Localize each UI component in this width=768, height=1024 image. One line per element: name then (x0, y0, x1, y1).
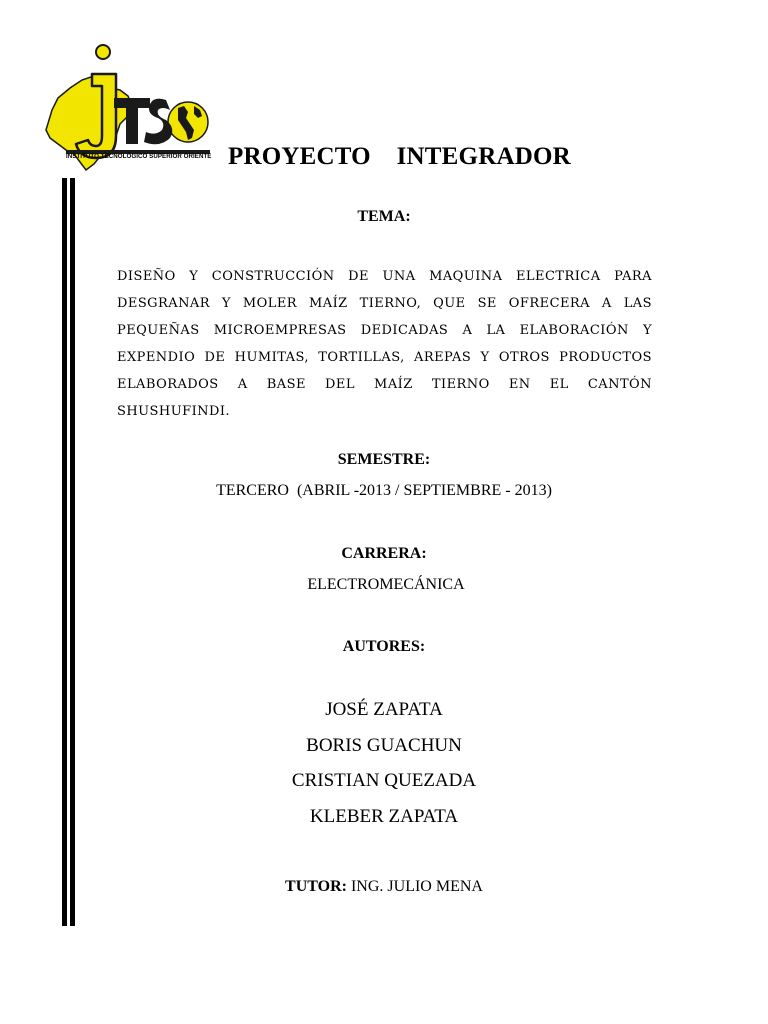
institute-logo (36, 40, 212, 190)
logo-graphic (36, 40, 212, 190)
document-title: PROYECTO INTEGRADOR (228, 143, 571, 170)
tutor-label: TUTOR: (285, 878, 347, 895)
author-name: KLEBER ZAPATA (309, 806, 459, 827)
tutor-line (0, 878, 768, 896)
author-name: BORIS GUACHUN (306, 735, 462, 756)
semestre-label: SEMESTRE: (337, 451, 431, 468)
carrera-value: ELECTROMECÁNICA (307, 576, 465, 593)
autores-label: AUTORES: (342, 638, 426, 655)
author-name: JOSÉ ZAPATA (325, 699, 443, 720)
carrera-label: CARRERA: (341, 545, 427, 562)
tema-label: TEMA: (357, 208, 411, 225)
tema-text: DISEÑO Y CONSTRUCCIÓN DE UNA MAQUINA ELECTRICA PARA DESGRANAR Y MOLER MAÍZ TIERNO, QUE SE OFRECERA A LAS PEQUEÑAS MICROEMPRESAS DEDICADAS A LA ELABORACIÓN Y EXPENDIO DE HUMITAS, TORTILLAS, AREPAS Y OTROS PRODUCTOS ELABORADOS A BASE DEL MAÍZ TIERNO EN EL CANTÓN SHUSHUFINDI. (117, 269, 652, 419)
semestre-value: TERCERO (ABRIL -2013 / SEPTIEMBRE - 2013) (216, 482, 552, 499)
logo-caption: INSTITUTO TECNOLÓGICO SUPERIOR ORIENTE (66, 153, 212, 160)
author-name: CRISTIAN QUEZADA (291, 770, 477, 791)
tutor-value: ING. JULIO MENA (346, 878, 483, 895)
